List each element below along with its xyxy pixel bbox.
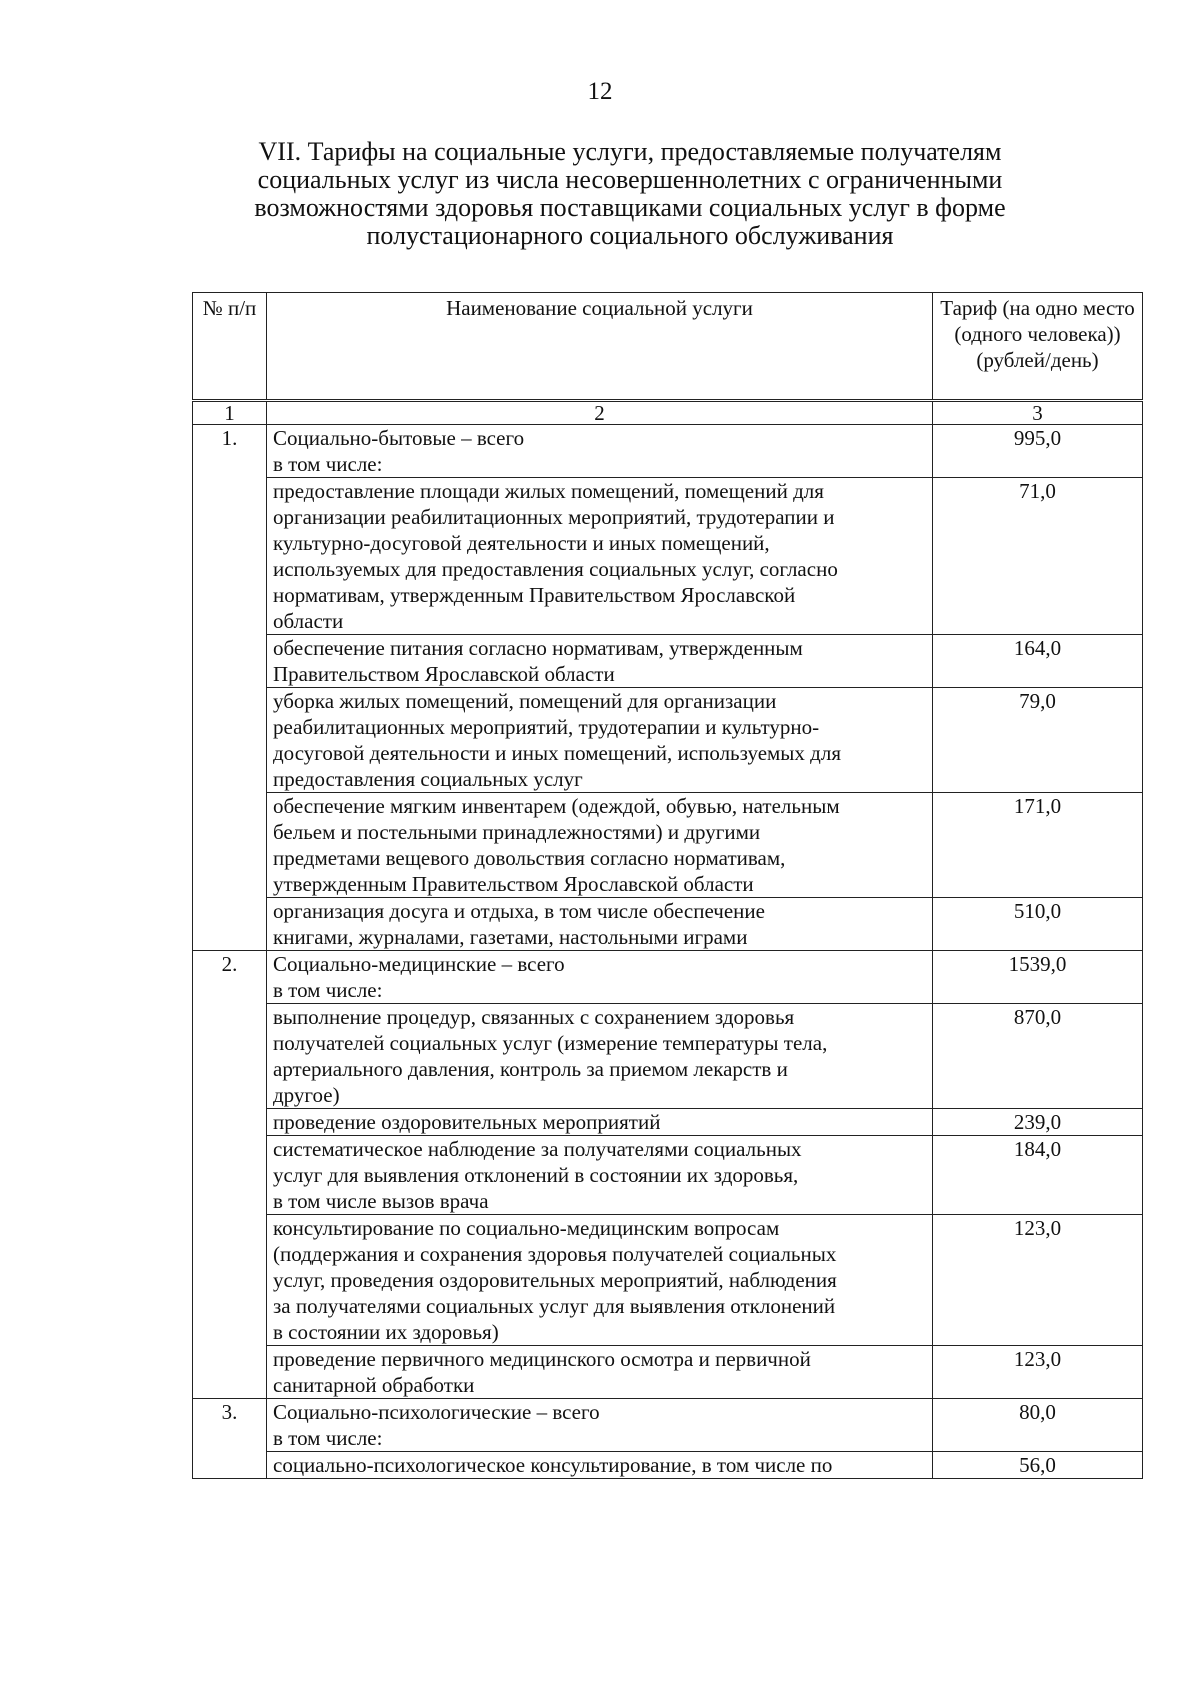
text-line: досуговой деятельности и иных помещений, используемых для <box>273 741 841 765</box>
text-line: нормативам, утвержденным Правительством Ярославской <box>273 583 796 607</box>
text-line: санитарной обработки <box>273 1373 475 1397</box>
tariffs-table <box>192 292 1143 1479</box>
text-line: социально-психологическое консультирование, в том числе по <box>273 1453 833 1477</box>
text-line: Социально-психологические – всего <box>273 1400 600 1424</box>
table-row <box>193 898 1143 951</box>
service-category <box>267 1399 933 1452</box>
text-line: проведение оздоровительных мероприятий <box>273 1110 661 1134</box>
text-line: артериального давления, контроль за приемом лекарств и <box>273 1057 788 1081</box>
text-line: реабилитационных мероприятий, трудотерапии и культурно- <box>273 715 820 739</box>
service-name <box>267 1452 933 1479</box>
service-name <box>267 1215 933 1346</box>
text-line: организации реабилитационных мероприятий, трудотерапии и <box>273 505 835 529</box>
column-number: 3 <box>933 401 1143 425</box>
text-line: систематическое наблюдение за получателями социальных <box>273 1137 802 1161</box>
text-line: утвержденным Правительством Ярославской области <box>273 872 754 896</box>
text-line: обеспечение мягким инвентарем (одеждой, обувью, нательным <box>273 794 840 818</box>
tariff-value: 1539,0 <box>933 951 1143 1004</box>
table-row <box>193 1346 1143 1399</box>
text-line: услуг, проведения оздоровительных мероприятий, наблюдения <box>273 1268 837 1292</box>
text-line: (поддержания и сохранения здоровья получателей социальных <box>273 1242 837 1266</box>
column-number: 2 <box>267 401 933 425</box>
title-line: VII. Тарифы на социальные услуги, предоставляемые получателям <box>258 137 1002 166</box>
title-line: возможностями здоровья поставщиками социальных услуг в форме <box>254 193 1006 222</box>
page-number: 12 <box>587 78 613 105</box>
table-body <box>193 425 1143 1479</box>
service-name <box>267 1346 933 1399</box>
text-line: уборка жилых помещений, помещений для организации <box>273 689 777 713</box>
text-line: организация досуга и отдыха, в том числе обеспечение <box>273 899 765 923</box>
table-row-group <box>193 1399 1143 1452</box>
service-name <box>267 688 933 793</box>
service-name <box>267 793 933 898</box>
document-title <box>230 138 1030 250</box>
table-row <box>193 1109 1143 1136</box>
text-line: в состоянии их здоровья) <box>273 1320 499 1344</box>
text-line: обеспечение питания согласно нормативам, утвержденным <box>273 636 803 660</box>
service-name <box>267 1004 933 1109</box>
table-row <box>193 1215 1143 1346</box>
row-number: 1. <box>193 425 267 951</box>
tariff-value: 239,0 <box>933 1109 1143 1136</box>
row-number: 2. <box>193 951 267 1399</box>
text-line: культурно-досуговой деятельности и иных помещений, <box>273 531 770 555</box>
service-name <box>267 1109 933 1136</box>
table-row <box>193 1004 1143 1109</box>
text-line: проведение первичного медицинского осмотра и первичной <box>273 1347 811 1371</box>
text-line: предметами вещевого довольствия согласно нормативам, <box>273 846 786 870</box>
table-row <box>193 478 1143 635</box>
text-line: предоставление площади жилых помещений, помещений для <box>273 479 824 503</box>
service-name <box>267 635 933 688</box>
tariff-value: 123,0 <box>933 1215 1143 1346</box>
text-line: получателей социальных услуг (измерение температуры тела, <box>273 1031 828 1055</box>
header-tariff: Тариф (на одно место (одного человека)) (рублей/день) <box>933 293 1143 401</box>
table-row <box>193 793 1143 898</box>
text-line: за получателями социальных услуг для выявления отклонений <box>273 1294 836 1318</box>
text-line: в том числе: <box>273 978 383 1002</box>
table-header-row <box>193 293 1143 401</box>
title-line: полустационарного социального обслуживания <box>366 221 894 250</box>
text-line: книгами, журналами, газетами, настольными играми <box>273 925 748 949</box>
title-line: социальных услуг из числа несовершеннолетних с ограниченными <box>257 165 1003 194</box>
text-line: Социально-бытовые – всего <box>273 426 525 450</box>
service-name <box>267 1136 933 1215</box>
text-line: Социально-медицинские – всего <box>273 952 565 976</box>
text-line: бельем и постельными принадлежностями) и другими <box>273 820 761 844</box>
text-line: используемых для предоставления социальных услуг, согласно <box>273 557 838 581</box>
service-name <box>267 478 933 635</box>
tariff-value: 184,0 <box>933 1136 1143 1215</box>
service-category <box>267 425 933 478</box>
text-line: в том числе вызов врача <box>273 1189 489 1213</box>
tariff-value: 510,0 <box>933 898 1143 951</box>
row-number: 3. <box>193 1399 267 1479</box>
text-line: области <box>273 609 344 633</box>
tariff-value: 870,0 <box>933 1004 1143 1109</box>
text-line: предоставления социальных услуг <box>273 767 583 791</box>
text-line: консультирование по социально-медицинским вопросам <box>273 1216 780 1240</box>
text-line: в том числе: <box>273 1426 383 1450</box>
text-line: Правительством Ярославской области <box>273 662 615 686</box>
table-row <box>193 688 1143 793</box>
table-row <box>193 1452 1143 1479</box>
column-numbers-row <box>193 401 1143 425</box>
table-row-group <box>193 425 1143 478</box>
service-category <box>267 951 933 1004</box>
table-row-group <box>193 951 1143 1004</box>
text-line: другое) <box>273 1083 340 1107</box>
tariff-value: 171,0 <box>933 793 1143 898</box>
tariff-value: 79,0 <box>933 688 1143 793</box>
tariff-value: 123,0 <box>933 1346 1143 1399</box>
text-line: выполнение процедур, связанных с сохранением здоровья <box>273 1005 795 1029</box>
tariff-value: 995,0 <box>933 425 1143 478</box>
column-number: 1 <box>193 401 267 425</box>
service-name <box>267 898 933 951</box>
tariff-value: 56,0 <box>933 1452 1143 1479</box>
table-row <box>193 635 1143 688</box>
tariff-value: 71,0 <box>933 478 1143 635</box>
table-row <box>193 1136 1143 1215</box>
tariff-value: 80,0 <box>933 1399 1143 1452</box>
header-number: № п/п <box>193 293 267 401</box>
text-line: в том числе: <box>273 452 383 476</box>
text-line: услуг для выявления отклонений в состоянии их здоровья, <box>273 1163 799 1187</box>
tariff-value: 164,0 <box>933 635 1143 688</box>
header-service-name: Наименование социальной услуги <box>267 293 933 401</box>
